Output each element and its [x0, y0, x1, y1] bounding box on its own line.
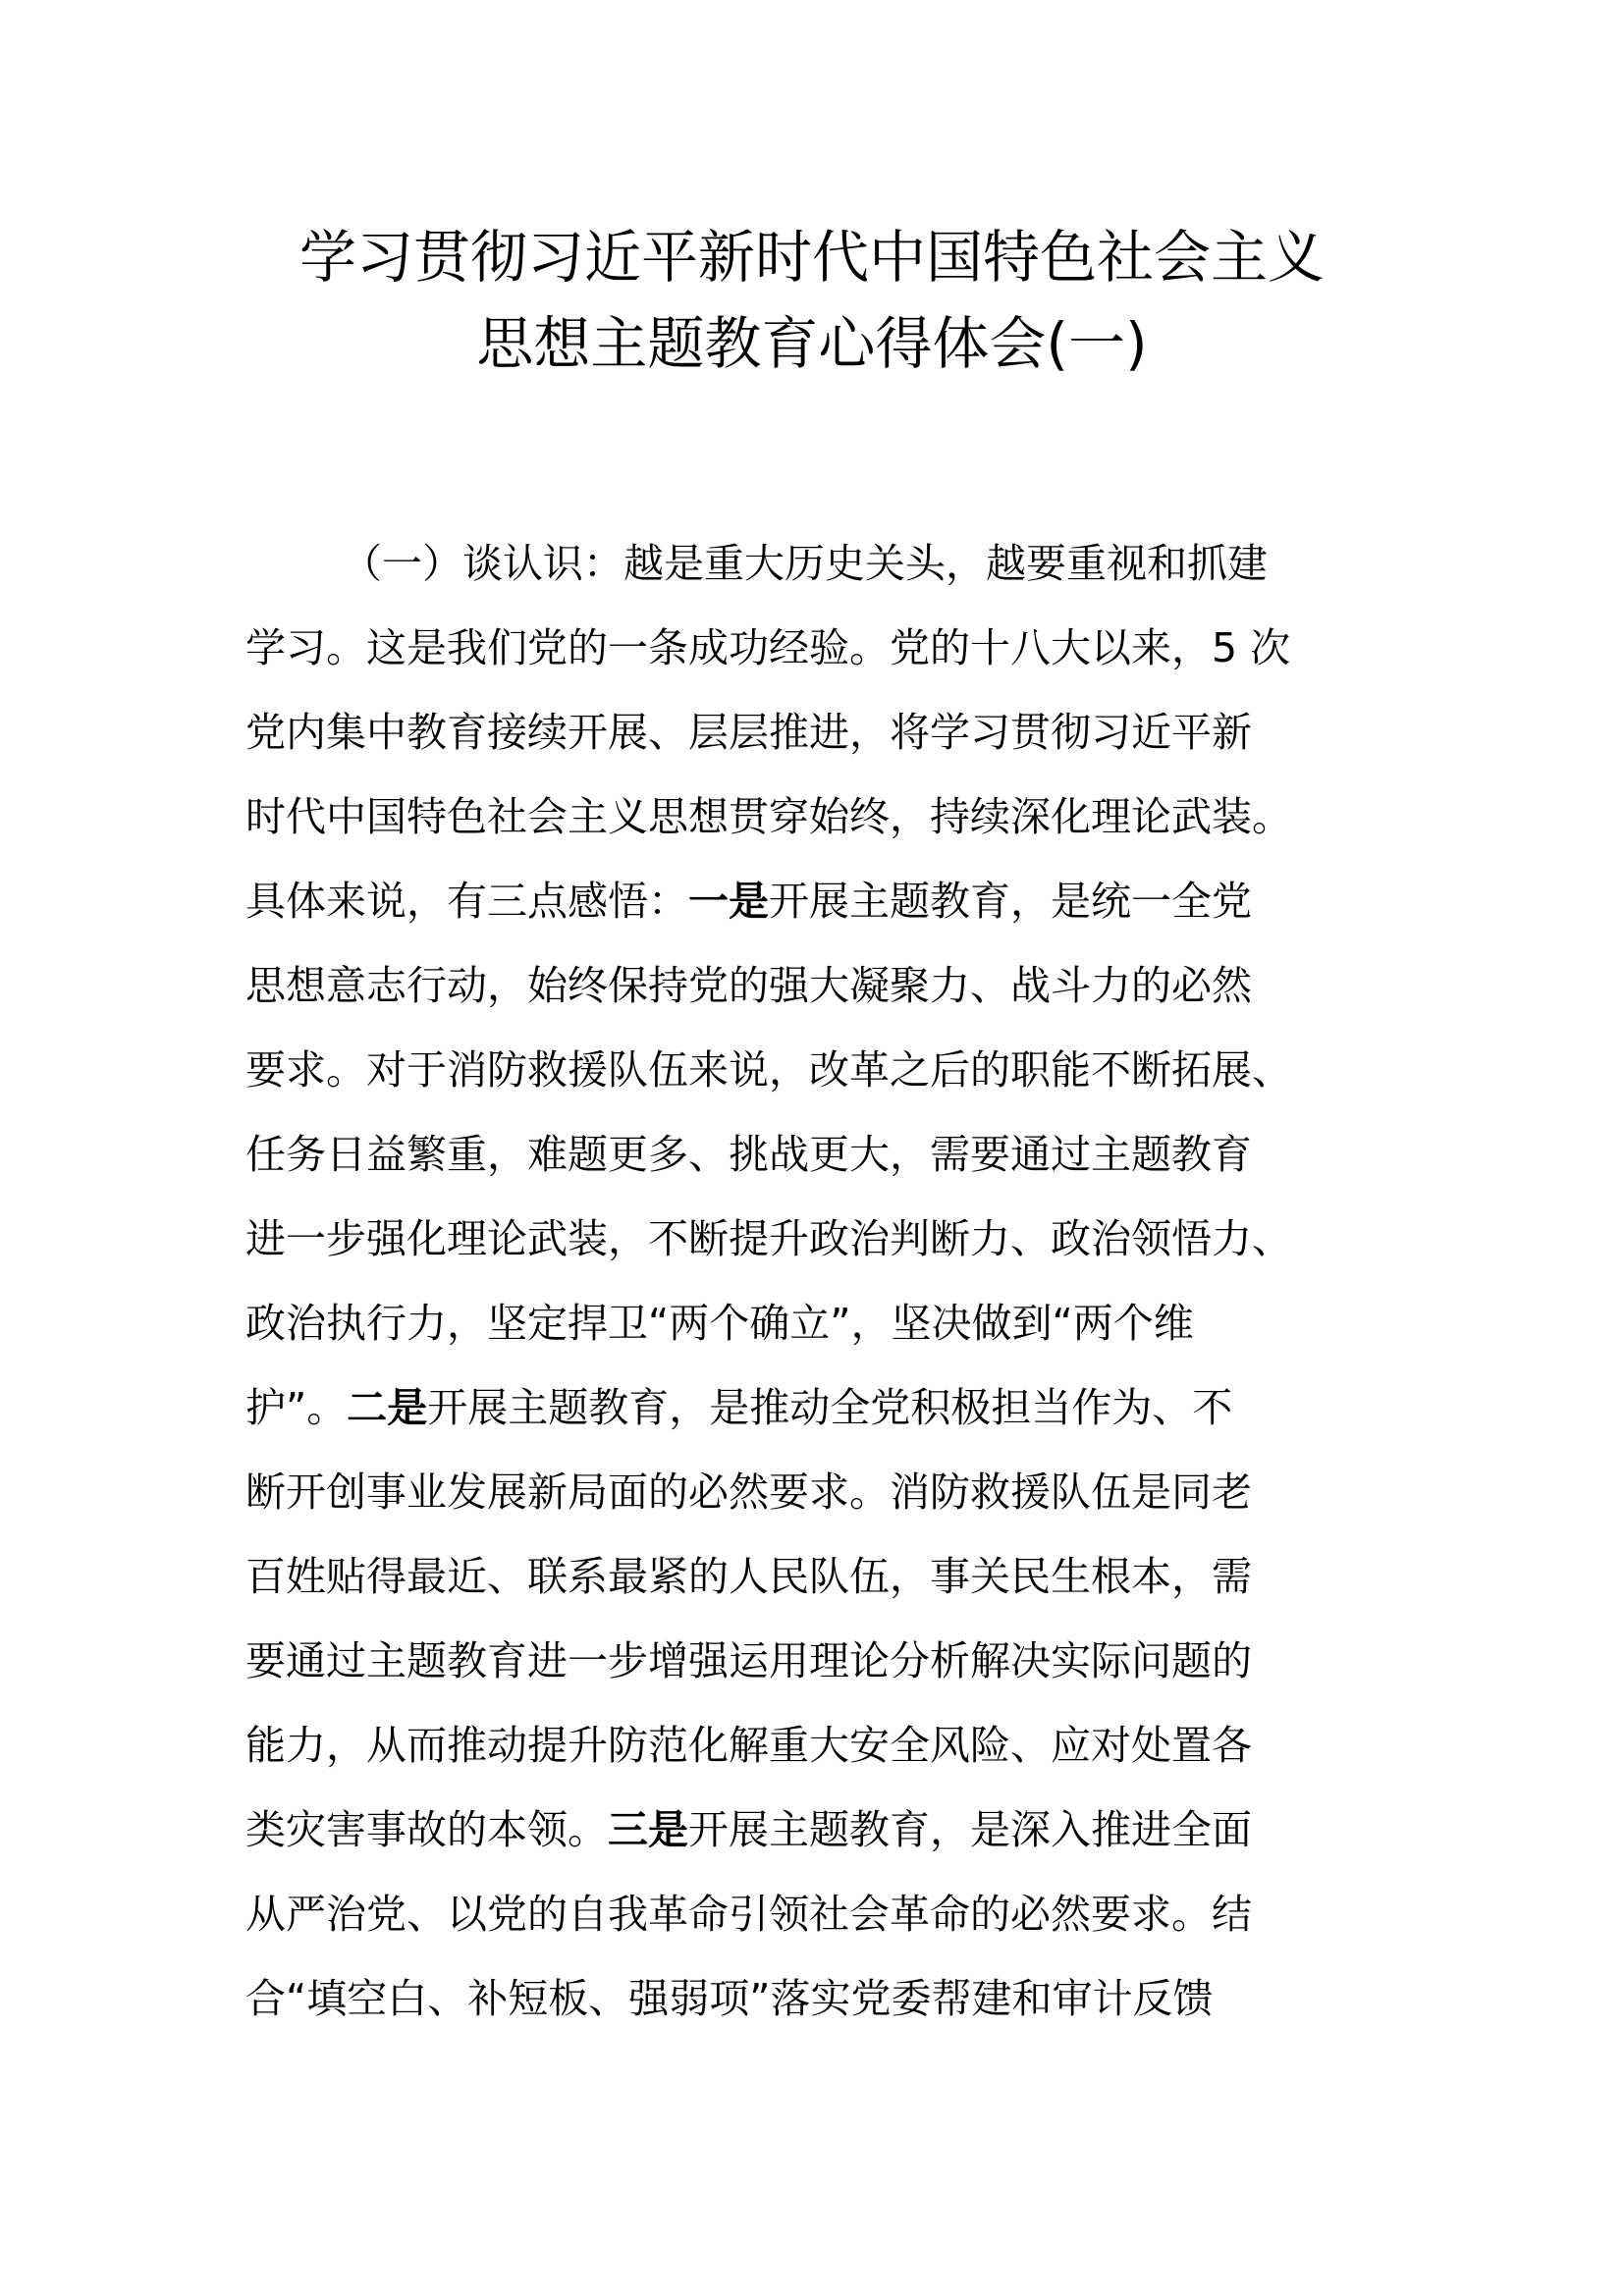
- body-paragraph: [245, 521, 1375, 2041]
- body-line: 时代中国特色社会主义思想贯穿始终，持续深化理论武装。: [245, 793, 1292, 840]
- body-text-run: 护”。: [245, 1384, 348, 1431]
- document-title: [226, 214, 1398, 387]
- title-line-2: 思想主题教育心得体会(一): [476, 310, 1148, 377]
- body-line: 能力，从而推动提升防范化解重大安全风险、应对处置各: [245, 1722, 1252, 1769]
- body-line: （一）谈认识：越是重大历史关头，越要重视和抓建: [342, 540, 1268, 587]
- body-line: [245, 1788, 1375, 1872]
- body-text-run: 具体来说，有三点感悟：: [245, 878, 688, 925]
- body-text-run: 开展主题教育，是深入推进全面: [688, 1806, 1252, 1853]
- body-line: 合“填空白、补短板、强弱项”落实党委帮建和审计反馈: [245, 1975, 1214, 2022]
- body-line: 从严治党、以党的自我革命引领社会革命的必然要求。结: [245, 1891, 1252, 1938]
- body-line: [245, 1365, 1375, 1450]
- body-line: 要通过主题教育进一步增强运用理论分析解决实际问题的: [245, 1637, 1252, 1684]
- body-text-run: 开展主题教育，是统一全党: [769, 878, 1252, 925]
- body-line: 断开创事业发展新局面的必然要求。消防救援队伍是同老: [245, 1468, 1252, 1516]
- body-line: 思想意志行动，始终保持党的强大凝聚力、战斗力的必然: [245, 962, 1252, 1009]
- body-line: 任务日益繁重，难题更多、挑战更大，需要通过主题教育: [245, 1131, 1252, 1178]
- body-line: 进一步强化理论武装，不断提升政治判断力、政治领悟力、: [245, 1215, 1292, 1262]
- body-line: 要求。对于消防救援队伍来说，改革之后的职能不断拓展、: [245, 1046, 1292, 1094]
- body-text-run: 开展主题教育，是推动全党积极担当作为、不: [427, 1384, 1233, 1431]
- bold-point-marker: 一是: [688, 878, 769, 925]
- bold-point-marker: 三是: [608, 1806, 688, 1853]
- body-line: 党内集中教育接续开展、层层推进，将学习贯彻习近平新: [245, 709, 1252, 756]
- body-line: [245, 859, 1375, 943]
- body-text-run: 类灾害事故的本领。: [245, 1806, 608, 1853]
- body-line: 百姓贴得最近、联系最紧的人民队伍，事关民生根本，需: [245, 1553, 1252, 1600]
- title-line-1: 学习贯彻习近平新时代中国特色社会主义: [298, 224, 1325, 291]
- body-line: 政治执行力，坚定捍卫“两个确立”，坚决做到“两个维: [245, 1300, 1194, 1347]
- bold-point-marker: 二是: [347, 1384, 428, 1431]
- body-line: 学习。这是我们党的一条成功经验。党的十八大以来，5 次: [245, 624, 1291, 671]
